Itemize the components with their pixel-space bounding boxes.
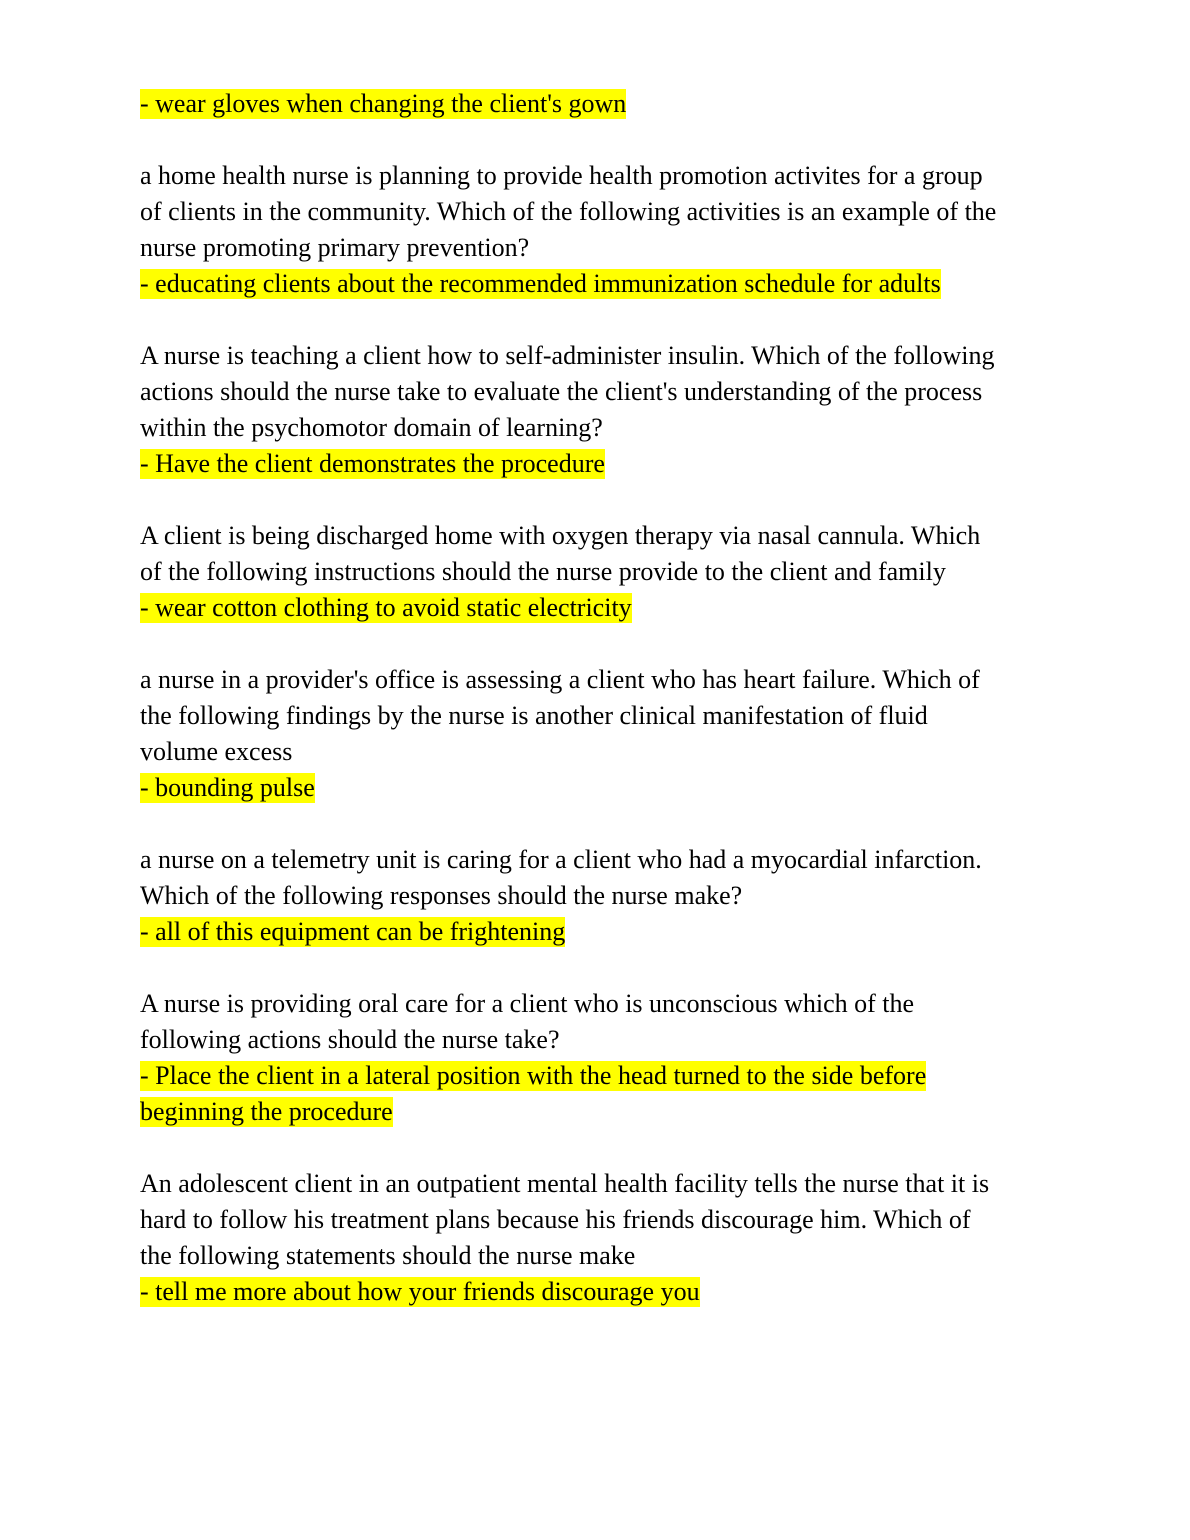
question-line: A nurse is providing oral care for a client who is unconscious which of the	[140, 989, 915, 1018]
highlighted-answer: - Have the client demonstrates the procedure	[140, 449, 605, 478]
paragraph-gap	[140, 1130, 1050, 1166]
answer-line	[140, 1274, 1050, 1310]
qa-item	[140, 158, 1050, 302]
answer-line	[140, 446, 1050, 482]
question-line: a home health nurse is planning to provide health promotion activites for a group	[140, 161, 983, 190]
highlighted-answer: - educating clients about the recommended immunization schedule for adults	[140, 269, 941, 298]
answer-line	[140, 1058, 1050, 1094]
paragraph-gap	[140, 482, 1050, 518]
qa-item	[140, 662, 1050, 806]
paragraph-gap	[140, 806, 1050, 842]
question-line: following actions should the nurse take?	[140, 1025, 560, 1054]
paragraph-gap	[140, 626, 1050, 662]
qa-item	[140, 338, 1050, 482]
answer-line	[140, 770, 1050, 806]
highlighted-answer: - tell me more about how your friends discourage you	[140, 1277, 700, 1306]
answer-line	[140, 86, 1050, 122]
question-line: of the following instructions should the nurse provide to the client and family	[140, 557, 946, 586]
question-line: a nurse on a telemetry unit is caring for a client who had a myocardial infarction.	[140, 845, 982, 874]
qa-item	[140, 86, 1050, 122]
highlighted-answer: - wear cotton clothing to avoid static electricity	[140, 593, 632, 622]
qa-item	[140, 1166, 1050, 1310]
question-line: nurse promoting primary prevention?	[140, 233, 530, 262]
qa-list	[140, 86, 1050, 1310]
highlighted-answer: beginning the procedure	[140, 1097, 393, 1126]
question-line: hard to follow his treatment plans because his friends discourage him. Which of	[140, 1205, 971, 1234]
question-line: An adolescent client in an outpatient mental health facility tells the nurse that it is	[140, 1169, 990, 1198]
question-line: volume excess	[140, 737, 293, 766]
question-line: the following statements should the nurse make	[140, 1241, 636, 1270]
question-line: Which of the following responses should the nurse make?	[140, 881, 743, 910]
qa-item	[140, 986, 1050, 1130]
paragraph-gap	[140, 302, 1050, 338]
question-line: actions should the nurse take to evaluate the client's understanding of the process	[140, 377, 983, 406]
question-line: a nurse in a provider's office is assessing a client who has heart failure. Which of	[140, 665, 980, 694]
paragraph-gap	[140, 122, 1050, 158]
highlighted-answer: - bounding pulse	[140, 773, 315, 802]
paragraph-gap	[140, 950, 1050, 986]
answer-line	[140, 590, 1050, 626]
answer-line	[140, 1094, 1050, 1130]
highlighted-answer: - all of this equipment can be frightening	[140, 917, 566, 946]
question-line: of clients in the community. Which of the following activities is an example of the	[140, 197, 997, 226]
qa-item	[140, 842, 1050, 950]
qa-item	[140, 518, 1050, 626]
highlighted-answer: - wear gloves when changing the client's gown	[140, 89, 627, 118]
answer-line	[140, 914, 1050, 950]
question-line: A client is being discharged home with oxygen therapy via nasal cannula. Which	[140, 521, 981, 550]
highlighted-answer: - Place the client in a lateral position with the head turned to the side before	[140, 1061, 927, 1090]
question-line: the following findings by the nurse is another clinical manifestation of fluid	[140, 701, 928, 730]
answer-line	[140, 266, 1050, 302]
question-line: A nurse is teaching a client how to self-administer insulin. Which of the following	[140, 341, 995, 370]
question-line: within the psychomotor domain of learning?	[140, 413, 603, 442]
